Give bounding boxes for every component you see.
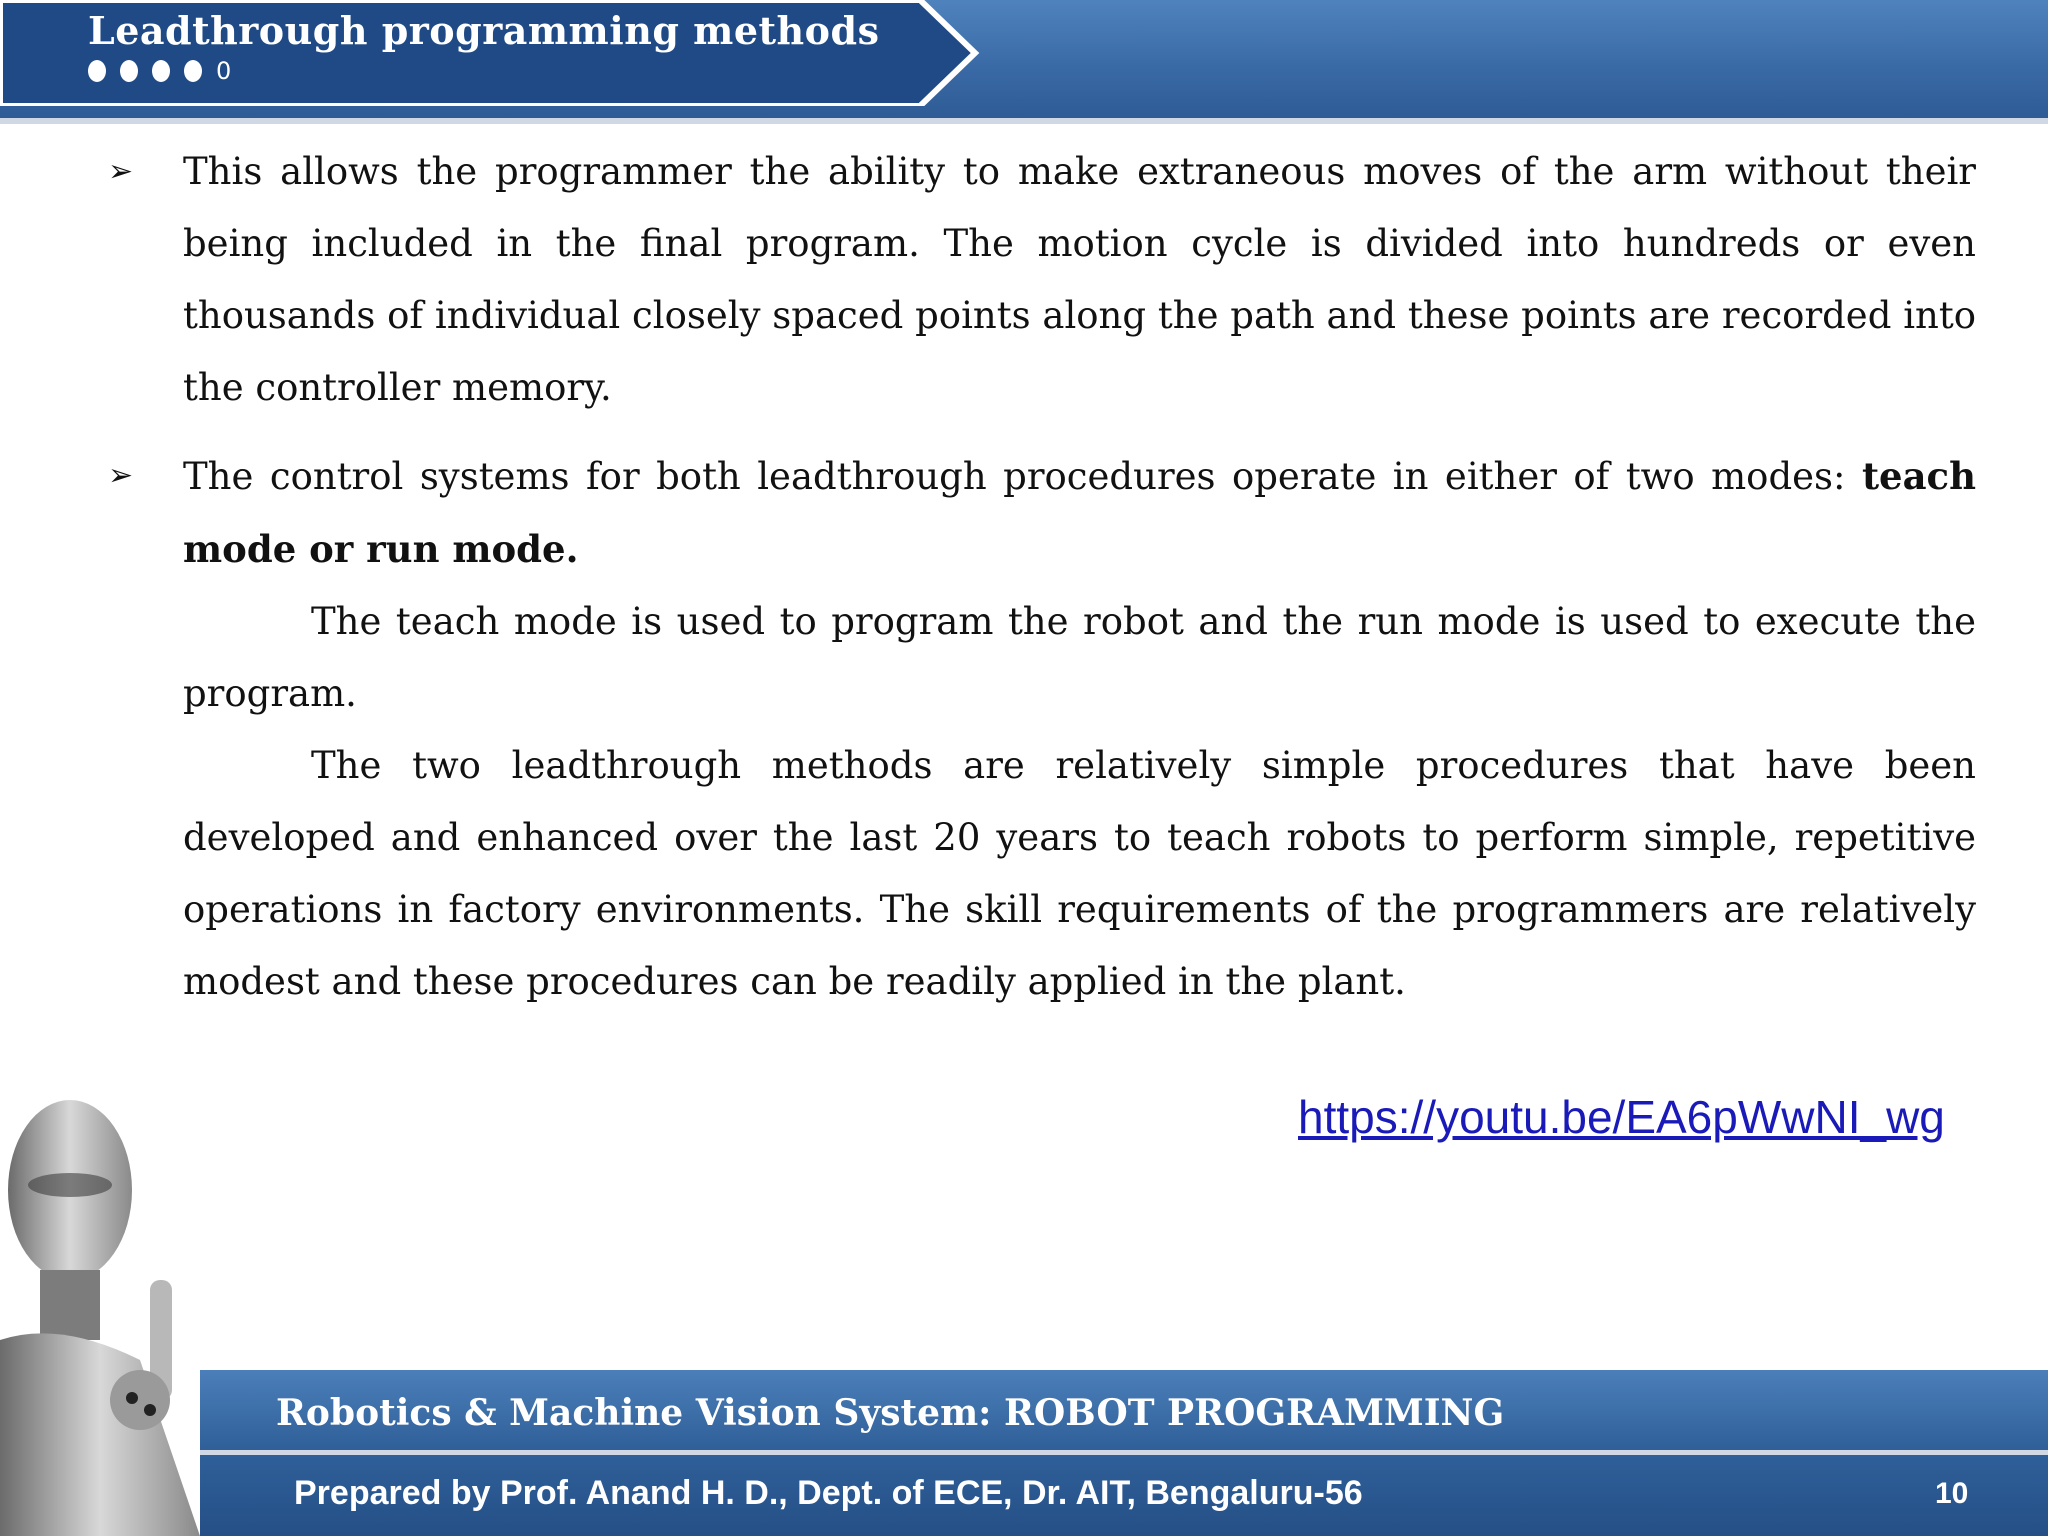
bullet-bold-text: teach mode or run mode. — [183, 454, 1976, 571]
progress-dot-filled — [120, 60, 138, 82]
paragraph-text: The two leadthrough methods are relatively simple procedures that have been developed and enhanced over the last 20 years to teach robots to perform simple, repetitive operations in factory environments. The skill requirements of the programmers are relatively modest and these procedures can be readily applied in the plant. — [183, 744, 1976, 1003]
page-number: 10 — [1935, 1477, 1969, 1510]
course-title: Robotics & Machine Vision System: ROBOT PROGRAMMING — [276, 1392, 1505, 1434]
slide-progress-dots — [88, 57, 232, 85]
paragraph — [108, 730, 1976, 1018]
youtube-link[interactable]: https://youtu.be/EA6pWwNI_wg — [1298, 1091, 1945, 1143]
progress-dot-filled — [184, 60, 202, 82]
bullet-text: The control systems for both leadthrough procedures operate in either of two modes: — [183, 455, 1862, 498]
progress-dot-empty: 0 — [216, 57, 232, 85]
slide-body — [108, 136, 1976, 1018]
bullet-item — [108, 440, 1976, 586]
arrow-bullet-icon: ➢ — [108, 458, 134, 493]
paragraph — [108, 586, 1976, 730]
bullet-text: This allows the programmer the ability to make extraneous moves of the arm without their being included in the final program. The motion cycle is divided into hundreds or even thousands of individual closely spaced points along the path and these points are recorded into the controller memory. — [183, 150, 1976, 409]
progress-dot-filled — [88, 60, 106, 82]
paragraph-text: The teach mode is used to program the robot and the run mode is used to execute the program. — [183, 600, 1976, 715]
arrow-bullet-icon: ➢ — [108, 154, 134, 189]
progress-dot-filled — [152, 60, 170, 82]
slide-title: Leadthrough programming methods — [88, 8, 880, 53]
bullet-item — [108, 136, 1976, 424]
author-credit: Prepared by Prof. Anand H. D., Dept. of ECE, Dr. AIT, Bengaluru-56 — [294, 1474, 1363, 1512]
header-divider — [0, 118, 2048, 124]
